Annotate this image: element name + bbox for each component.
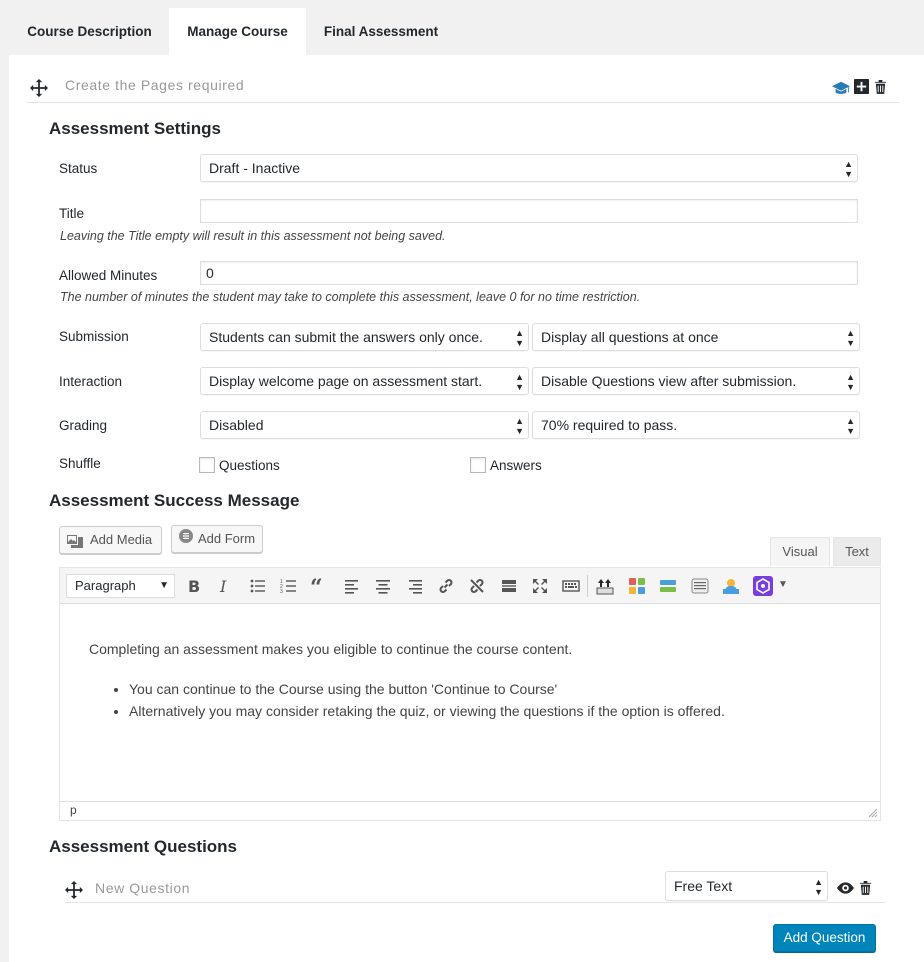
trash-icon[interactable] <box>874 79 887 94</box>
select-arrows-icon: ▲ ▼ <box>515 416 524 436</box>
grading-label: Grading <box>59 418 108 433</box>
question-type-value: Free Text <box>674 878 733 894</box>
question-title: New Question <box>95 880 191 896</box>
grading-select[interactable] <box>200 411 529 439</box>
format-select[interactable] <box>66 574 175 598</box>
columns-icon[interactable] <box>659 577 677 595</box>
tab-visual[interactable]: Visual <box>770 537 830 566</box>
status-label: Status <box>59 161 98 176</box>
submission-label: Submission <box>59 329 129 344</box>
add-media-label: Add Media <box>90 532 153 547</box>
select-arrows-icon: ▲ ▼ <box>846 372 855 392</box>
form-icon <box>179 529 193 543</box>
interaction-value: Display welcome page on assessment start. <box>209 373 483 389</box>
grading-value: Disabled <box>209 417 264 433</box>
success-bullet: • Alternatively you may consider retaking the quiz, or viewing the questions if the option is offered. <box>129 700 725 722</box>
select-arrows-icon: ▲ ▼ <box>814 877 823 897</box>
pass-threshold-select[interactable] <box>532 411 860 439</box>
tab-manage-course[interactable]: Manage Course <box>169 8 306 55</box>
add-question-button[interactable]: Add Question <box>773 924 876 952</box>
success-heading: Assessment Success Message <box>49 491 300 510</box>
questions-view-select[interactable] <box>532 367 860 395</box>
tab-bar <box>0 0 924 55</box>
select-arrows-icon: ▲ ▼ <box>515 328 524 348</box>
element-path: p <box>70 803 77 817</box>
link-icon[interactable] <box>437 577 455 595</box>
main-panel <box>9 55 924 962</box>
user-icon[interactable] <box>722 577 740 595</box>
toolbar-divider <box>587 575 588 597</box>
keyboard-icon[interactable] <box>562 577 580 595</box>
select-arrows-icon: ▲ ▼ <box>846 416 855 436</box>
italic-icon[interactable]: I <box>220 577 227 596</box>
minutes-label: Allowed Minutes <box>59 268 158 283</box>
bullet-list-icon[interactable] <box>249 577 267 595</box>
align-left-icon[interactable] <box>343 577 361 595</box>
questions-heading: Assessment Questions <box>49 837 238 856</box>
rich-text-editor <box>59 567 881 821</box>
numbered-list-icon[interactable] <box>280 577 298 595</box>
eye-icon[interactable] <box>837 882 854 894</box>
bold-icon[interactable]: B <box>188 577 201 596</box>
svg-text:1: 1 <box>280 579 283 585</box>
shuffle-label: Shuffle <box>59 456 101 471</box>
success-paragraph: Completing an assessment makes you eligible to continue the course content. <box>89 641 573 657</box>
shuffle-questions-label: Questions <box>219 458 280 473</box>
resize-handle-icon[interactable] <box>868 808 878 818</box>
editor-statusbar <box>60 801 880 820</box>
success-bullets <box>129 678 725 722</box>
add-form-label: Add Form <box>198 531 256 546</box>
select-arrows-icon: ▲ ▼ <box>844 159 853 179</box>
status-value: Draft - Inactive <box>209 160 301 176</box>
add-media-button[interactable] <box>59 526 162 554</box>
select-arrows-icon: ▲ ▼ <box>515 372 524 392</box>
question-display-select[interactable] <box>532 323 860 351</box>
question-display-value: Display all questions at once <box>541 329 719 345</box>
dropdown-arrow-icon: ▼ <box>159 580 169 591</box>
add-form-button[interactable] <box>171 525 263 553</box>
move-icon[interactable] <box>30 79 48 97</box>
more-dropdown-icon[interactable]: ▼ <box>778 579 788 590</box>
submission-select[interactable] <box>200 323 529 351</box>
media-icon <box>67 533 83 548</box>
shuffle-answers-checkbox[interactable] <box>470 457 486 473</box>
select-arrows-icon: ▲ ▼ <box>846 328 855 348</box>
read-more-icon[interactable] <box>500 577 518 595</box>
shuffle-questions-checkbox[interactable] <box>199 457 215 473</box>
page-header-row <box>27 73 900 103</box>
title-label: Title <box>59 206 85 221</box>
editor-toolbar <box>60 568 880 604</box>
minutes-input[interactable]: 0 <box>200 261 858 285</box>
page-title: Create the Pages required <box>65 77 245 93</box>
question-type-select[interactable] <box>665 871 828 901</box>
unlink-icon[interactable] <box>468 577 486 595</box>
questions-view-value: Disable Questions view after submission. <box>541 373 797 389</box>
move-icon[interactable] <box>65 881 83 899</box>
title-input[interactable] <box>200 199 858 223</box>
success-bullet: • You can continue to the Course using the button 'Continue to Course' <box>129 678 725 700</box>
fullscreen-icon[interactable] <box>531 577 549 595</box>
question-row <box>65 869 885 903</box>
editor-content[interactable] <box>60 605 880 801</box>
graduation-cap-icon[interactable] <box>832 80 850 96</box>
tab-final-assessment[interactable]: Final Assessment <box>323 24 439 39</box>
interaction-select[interactable] <box>200 367 529 395</box>
upload-icon[interactable] <box>596 577 614 595</box>
plugin-icon[interactable] <box>753 576 773 596</box>
trash-icon[interactable] <box>859 880 872 895</box>
settings-heading: Assessment Settings <box>49 119 221 138</box>
pass-threshold-value: 70% required to pass. <box>541 417 678 433</box>
blockquote-icon[interactable]: “ <box>310 575 323 601</box>
table-icon[interactable] <box>691 577 709 595</box>
svg-text:2: 2 <box>280 584 283 590</box>
minutes-help: The number of minutes the student may take to complete this assessment, leave 0 for no time restriction. <box>60 290 641 304</box>
interaction-label: Interaction <box>59 374 123 389</box>
format-value: Paragraph <box>75 578 136 593</box>
submission-value: Students can submit the answers only once. <box>209 329 483 345</box>
align-right-icon[interactable] <box>406 577 424 595</box>
svg-text:3: 3 <box>280 589 283 595</box>
add-page-icon[interactable] <box>854 79 869 94</box>
align-center-icon[interactable] <box>374 577 392 595</box>
shuffle-answers-label: Answers <box>490 458 542 473</box>
tab-course-description[interactable]: Course Description <box>27 24 152 39</box>
status-select[interactable] <box>200 154 858 182</box>
title-help: Leaving the Title empty will result in this assessment not being saved. <box>60 229 446 243</box>
widgets-icon[interactable] <box>628 577 646 595</box>
tab-text[interactable]: Text <box>833 537 881 566</box>
